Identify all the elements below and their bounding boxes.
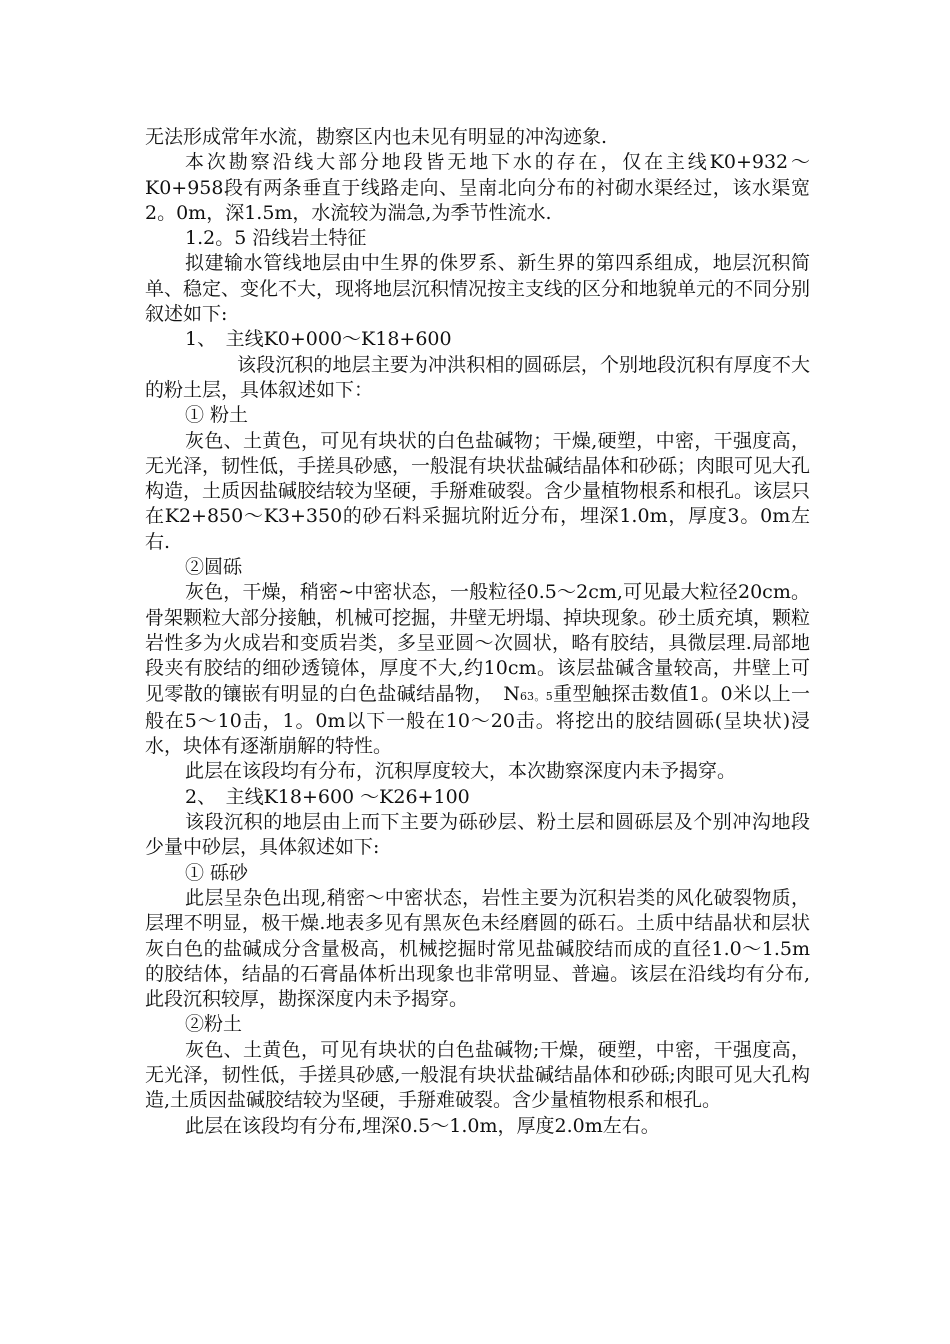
document-body [145,125,810,1139]
paragraph: 此层呈杂色出现,稍密～中密状态，岩性主要为沉积岩类的风化破裂物质，层理不明显，极干燥.地表多见有黑灰色未经磨圆的砾石。土质中结晶状和层状灰白色的盐碱成分含量极高，机械挖掘时常见盐碱胶结而成的直径1.0～1.5m的胶结体，结晶的石膏晶体析出现象也非常明显、普遍。该层在沿线均有分布,此段沉积较厚，勘探深度内未予揭穿。 [145,886,810,1011]
subsection-heading: ②粉土 [185,1013,243,1036]
section-heading: 1.2。5 沿线岩土特征 [185,227,367,250]
paragraph: 该段沉积的地层主要为冲洪积相的圆砾层，个别地段沉积有厚度不大的粉土层，具体叙述如下： [145,353,810,401]
paragraph: 该段沉积的地层由上而下主要为砾砂层、粉土层和圆砾层及个别冲沟地段少量中砂层，具体叙述如下: [145,811,810,859]
paragraph: 此层在该段均有分布,埋深0.5～1.0m，厚度2.0m左右。 [185,1114,660,1137]
paragraph-text: 重型触探击数值1。0米以上一般在5～10击，1。0m以下一般在10～20击。将挖出的胶结圆砾(呈块状)浸水，块体有逐渐崩解的特性。 [145,682,810,758]
paragraph: 灰色、土黄色，可见有块状的白色盐碱物;干燥，硬塑，中密，干强度高，无光泽，韧性低，手搓具砂感,一般混有块状盐碱结晶体和砂砾;肉眼可见大孔构造,土质因盐碱胶结较为坚硬，手掰难破裂。含少量植物根系和根孔。 [145,1038,810,1112]
subsection-heading: ① 砾砂 [185,861,249,884]
paragraph: 此层在该段均有分布，沉积厚度较大，本次勘察深度内未予揭穿。 [185,760,737,783]
paragraph [145,580,810,759]
subsection-heading: ① 粉土 [185,404,249,427]
subsection-heading: ②圆砾 [185,556,243,579]
section-heading: 2、 主线K18+600 ～K26+100 [185,785,470,808]
paragraph: 无法形成常年水流，勘察区内也未见有明显的冲沟迹象. [145,126,608,148]
paragraph: 拟建输水管线地层由中生界的侏罗系、新生界的第四系组成，地层沉积简单、稳定、变化不大，现将地层沉积情况按主支线的区分和地貌单元的不同分别叙述如下: [145,252,811,326]
subscript: 63。5 [520,689,553,703]
section-heading: 1、 主线K0+000～K18+600 [185,328,452,351]
paragraph: 灰色、土黄色，可见有块状的白色盐碱物；干燥,硬塑，中密，干强度高，无光泽，韧性低，手搓具砂感，一般混有块状盐碱结晶体和砂砾；肉眼可见大孔构造，土质因盐碱胶结较为坚硬，手掰难破裂。含少量植物根系和根孔。该层只在K2+850～K3+350的砂石料采掘坑附近分布，埋深1.0m，厚度3。0m左右. [145,429,811,553]
paragraph-text: 灰色，干燥，稍密~中密状态，一般粒径0.5～2cm,可见最大粒径20cm。骨架颗粒大部分接触，机械可挖掘，井壁无坍塌、掉块现象。砂土质充填，颗粒岩性多为火成岩和变质岩类，多呈亚圆～次圆状，略有胶结，具微层理.局部地段夹有胶结的细砂透镜体，厚度不大,约10cm。该层盐碱含量较高，井壁上可见零散的镶嵌有明显的白色盐碱结晶物， N [145,581,811,705]
paragraph: 本次勘察沿线大部分地段皆无地下水的存在，仅在主线K0+932～K0+958段有两条垂直于线路走向、呈南北向分布的衬砌水渠经过，该水渠宽2。0m，深1.5m，水流较为湍急,为季节性流水. [145,151,810,224]
